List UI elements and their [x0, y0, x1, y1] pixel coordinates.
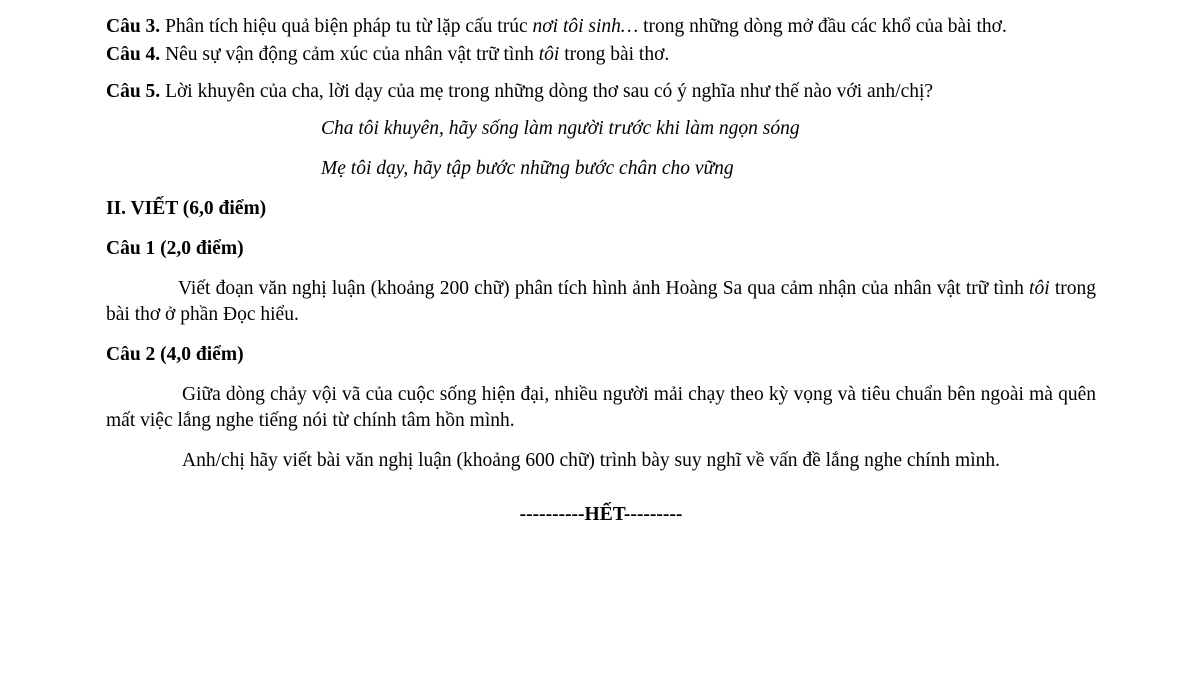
- writing-question-2-para-2: Anh/chị hãy viết bài văn nghị luận (khoảng 600 chữ) trình bày suy nghĩ về vấn đề lắng nghe chính mình.: [182, 450, 1001, 471]
- writing-question-1-text-after: trong bài thơ ở phần Đọc hiểu.: [106, 278, 1096, 325]
- question-5: [106, 79, 1096, 105]
- end-mark: ----------HẾT---------: [519, 504, 683, 525]
- question-5-label: Câu 5.: [106, 81, 161, 102]
- writing-question-1-emphasis: tôi: [1029, 278, 1050, 299]
- question-5-text: Lời khuyên của cha, lời dạy của mẹ trong những dòng thơ sau có ý nghĩa như thế nào với anh/chị?: [160, 81, 934, 102]
- question-4-text-after: trong bài thơ.: [559, 44, 670, 65]
- writing-question-2-title: Câu 2 (4,0 điểm): [106, 344, 244, 365]
- question-4: [106, 42, 1096, 68]
- question-3-text-before: Phân tích hiệu quả biện pháp tu từ lặp cấu trúc: [160, 16, 533, 37]
- writing-question-2-para-1: Giữa dòng chảy vội vã của cuộc sống hiện đại, nhiều người mải chạy theo kỳ vọng và tiêu chuẩn bên ngoài mà quên mất việc lắng nghe tiếng nói từ chính tâm hồn mình.: [106, 384, 1096, 431]
- poem-line-2: Mẹ tôi dạy, hãy tập bước những bước chân cho vững: [321, 158, 734, 179]
- writing-question-1-title: Câu 1 (2,0 điểm): [106, 238, 244, 259]
- question-4-label: Câu 4.: [106, 44, 161, 65]
- section-2-title: II. VIẾT (6,0 điểm): [106, 198, 267, 219]
- writing-question-1-text-before: Viết đoạn văn nghị luận (khoảng 200 chữ) phân tích hình ảnh Hoàng Sa qua cảm nhận của nhân vật trữ tình: [178, 278, 1030, 299]
- question-4-text-before: Nêu sự vận động cảm xúc của nhân vật trữ tình: [160, 44, 539, 65]
- question-3: [106, 14, 1096, 40]
- poem-line-1: Cha tôi khuyên, hãy sống làm người trước khi làm ngọn sóng: [321, 118, 800, 139]
- question-4-emphasis: tôi: [538, 44, 560, 65]
- question-3-emphasis: nơi tôi sinh…: [532, 16, 639, 37]
- question-3-text-after: trong những dòng mở đầu các khổ của bài thơ.: [638, 16, 1007, 37]
- question-3-label: Câu 3.: [106, 16, 161, 37]
- writing-question-1-text: [106, 276, 1096, 328]
- exam-page: [106, 14, 1096, 528]
